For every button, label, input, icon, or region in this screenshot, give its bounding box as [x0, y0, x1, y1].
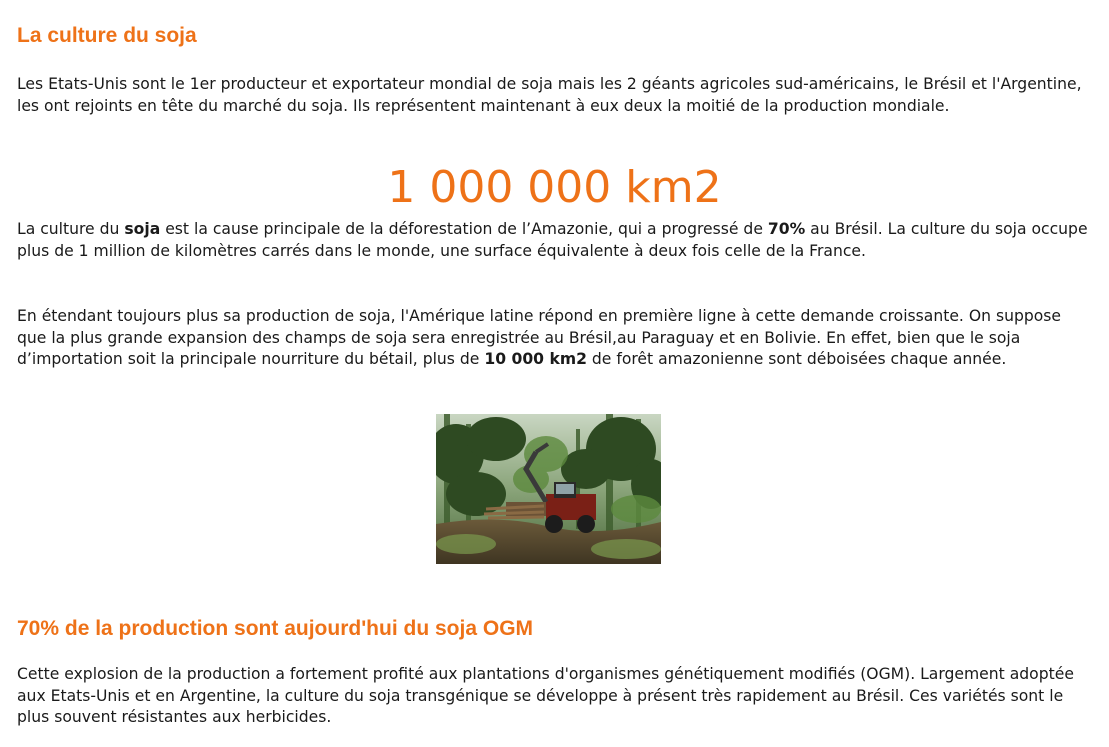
- highlight-figure: 1 000 000 km2: [387, 162, 722, 213]
- expansion-paragraph: [17, 306, 1092, 371]
- deforestation-paragraph: [17, 219, 1092, 262]
- forest-harvester-illustration: [436, 414, 661, 564]
- intro-paragraph: Les Etats-Unis sont le 1er producteur et exportateur mondial de soja mais les 2 géants agricoles sud-américains, le Brésil et l'Argentine, les ont rejoints en tête du marché du soja. Ils représentent maintenant à eux deux la moitié de la production mondiale.: [17, 75, 1082, 115]
- bold-run: soja: [124, 220, 161, 238]
- text-run: au Brésil. La culture du soja occupe plus de 1 million de kilomètres carrés dans le monde, une surface équivalente à deux fois celle de la France.: [17, 220, 1088, 260]
- text-run: La culture du: [17, 220, 125, 238]
- text-run: de forêt amazonienne sont déboisées chaque année.: [586, 350, 1007, 369]
- gmo-paragraph: Cette explosion de la production a fortement profité aux plantations d'organismes génétiquement modifiés (OGM). Largement adoptée aux Etats-Unis et en Argentine, la culture du soja transgénique se développe à présent très rapidement au Brésil. Ces variétés sont le plus souvent résistantes aux herbicides.: [17, 665, 1074, 727]
- text-run: est la cause principale de la déforestation de l’Amazonie, qui a progressé de: [160, 220, 768, 238]
- section-title-gmo: 70% de la production sont aujourd'hui du soja OGM: [17, 617, 534, 640]
- bold-run: 10 000 km2: [484, 350, 587, 369]
- bold-run: 70%: [767, 220, 806, 238]
- section-title-soy-culture: La culture du soja: [17, 24, 197, 47]
- text-run: En étendant toujours plus sa production de soja, l'Amérique latine répond en première ligne à cette demande croissante. On suppose que la plus grande expansion des champs de soja sera enregistrée au Brésil,au Paraguay et en Bolivie. En effet, bien que le soja d’importation soit la principale nourriture du bétail, plus de: [17, 307, 1062, 369]
- forestry-machine-photo: [436, 414, 661, 564]
